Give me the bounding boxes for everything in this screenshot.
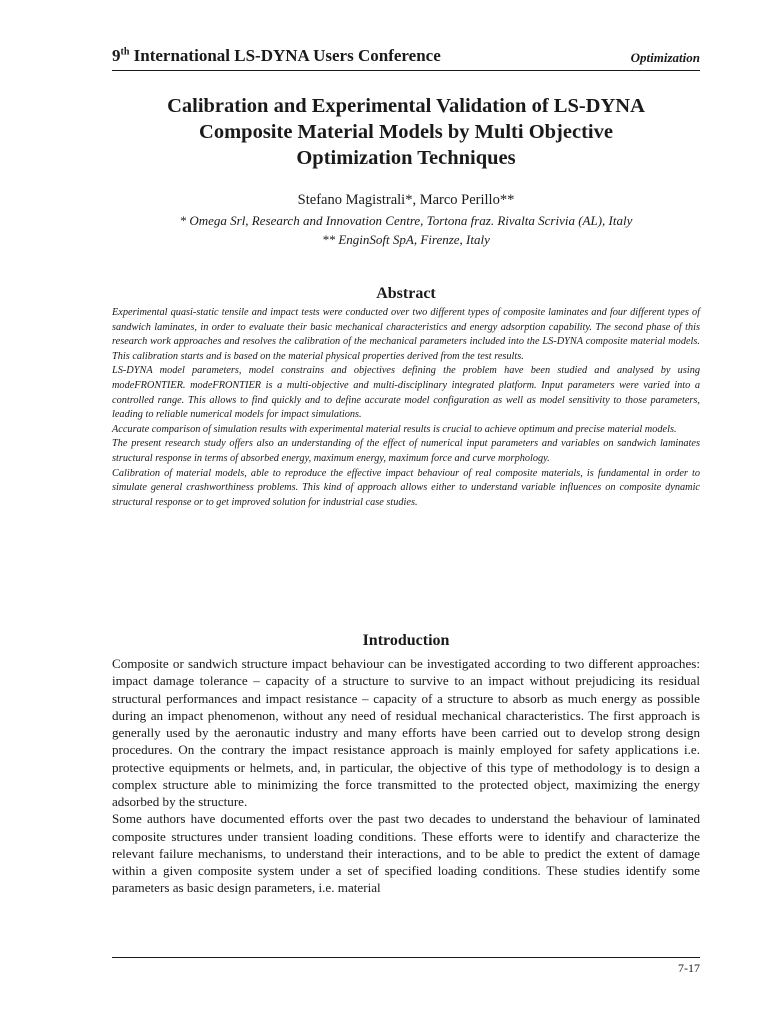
- abstract-paragraph: The present research study offers also an understanding of the effect of numerical input parameters and variables on sandwich laminates structural response in terms of absorbed energy, maximum energy, maximum force and curve morphology.: [112, 438, 700, 464]
- abstract-heading: Abstract: [376, 285, 436, 302]
- title-line: Composite Material Models by Multi Objective: [199, 121, 613, 143]
- introduction-paragraph: Composite or sandwich structure impact behaviour can be investigated according to two different approaches: impact damage tolerance – capacity of a structure to survive to an impact without prejudicing its residual structural performances and impact resistance – capacity of a structure to absorb as much energy as possible during an impact phenomenon, without any need of residual mechanical characteristics. The first approach is generally used by the aeronautic industry and many efforts have been carried out to develop strong design procedures. On the contrary the impact resistance approach is mainly employed for safety applications i.e. protective equipments or helmets, and, in particular, the objective of this type of methodology is to design a complex structure able to minimizing the force transmitted to the protected object, maximizing the energy adsorbed by the structure.: [112, 656, 700, 809]
- abstract-paragraph: Experimental quasi-static tensile and impact tests were conducted over two different types of composite laminates and four different types of sandwich laminates, in order to evaluate their basic mechanical characteristics and energy adsorption capability. The second phase of this research work approaches and resolves the calibration of the mechanical parameters included into the LS-DYNA composite material models. This calibration starts and is based on the material physical properties derived from the test results.: [112, 307, 700, 362]
- running-header: [112, 44, 700, 71]
- title-line: Optimization Techniques: [296, 147, 516, 169]
- section-label: Optimization: [630, 50, 700, 65]
- author-list: Stefano Magistrali*, Marco Perillo**: [297, 192, 515, 208]
- introduction-paragraph: Some authors have documented efforts over the past two decades to understand the behaviour of laminated composite structures under transient loading conditions. These efforts were to identify and characterize the relevant failure mechanisms, to understand their interactions, and to be able to predict the extent of damage within a given composite system under a set of specified loading conditions. These studies identify some parameters as basic design parameters, i.e. material: [112, 811, 700, 896]
- introduction-body: [112, 655, 700, 897]
- paper-title: [112, 93, 700, 171]
- footer-rule: [112, 957, 700, 958]
- conference-title: International LS-DYNA Users Conference: [129, 46, 441, 65]
- conference-edition-suffix: th: [120, 46, 130, 58]
- abstract-paragraph: LS-DYNA model parameters, model constrains and objectives defining the problem have been studied and analysed by using modeFRONTIER. modeFRONTIER is a multi-objective and multi-disciplinary integrated platform. Input parameters were varied into a controlled range. This allows to find quickly and to define accurate model configuration as well as model sensitivity to those parameters, leading to reliable numerical models for impact simulations.: [112, 365, 700, 421]
- abstract-paragraph: Calibration of material models, able to reproduce the effective impact behaviour of real composite materials, is fundamental in order to simulate general crashworthiness problems. This kind of approach allows either to understand variable influences on composite dynamic structural response or to get improved solution for industrial case studies.: [112, 467, 700, 508]
- abstract-body: [112, 306, 700, 510]
- conference-name: [112, 46, 441, 66]
- introduction-heading: Introduction: [362, 632, 450, 649]
- page-number: 7-17: [678, 961, 700, 975]
- affiliation-omega: * Omega Srl, Research and Innovation Centre, Tortona fraz. Rivalta Scrivia (AL), Italy: [179, 213, 633, 228]
- affiliation-enginsoft: ** EnginSoft SpA, Firenze, Italy: [322, 232, 490, 247]
- title-line: Calibration and Experimental Validation of LS-DYNA: [167, 95, 645, 117]
- conference-edition: 9: [112, 46, 121, 65]
- abstract-paragraph: Accurate comparison of simulation results with experimental material results is crucial to achieve optimum and precise material models.: [112, 423, 677, 435]
